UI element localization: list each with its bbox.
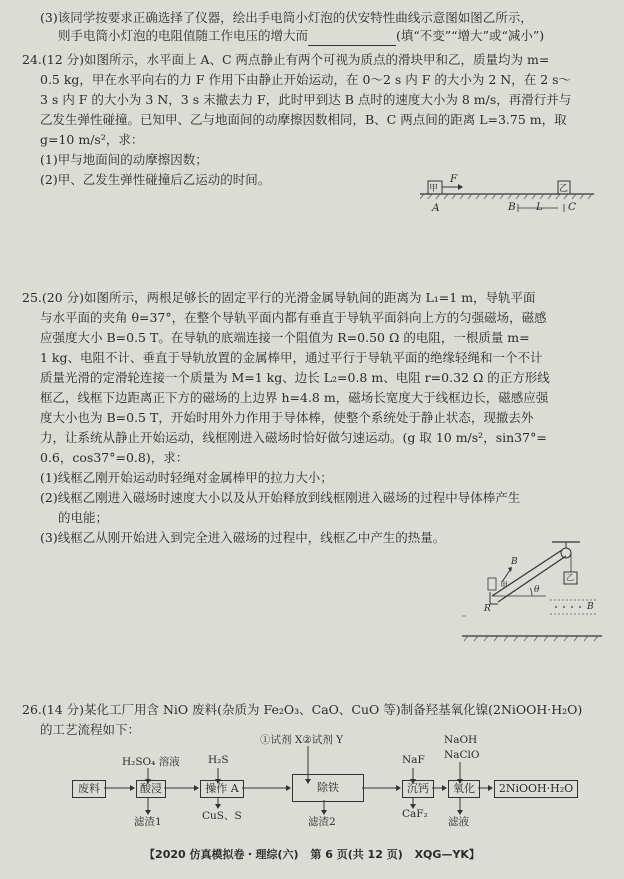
input-reagents-xy: ①试剂 X②试剂 Y bbox=[260, 734, 343, 746]
answer-blank bbox=[308, 31, 396, 46]
q23-line2-wrap bbox=[58, 26, 544, 46]
output-cus-s: CuS、S bbox=[202, 810, 242, 822]
q24-block2-label: 乙 bbox=[559, 184, 569, 194]
q25-field-label: B bbox=[511, 557, 518, 567]
q25-frame-label: 乙 bbox=[566, 573, 574, 582]
q24-line-1: 0.5 kg，甲在水平向右的力 F 作用下由静止开始运动，在 0～2 s 内 F 的大小为 2 N，在 2 s～ bbox=[40, 72, 572, 87]
input-naf: NaF bbox=[402, 754, 425, 766]
process-flowchart bbox=[68, 732, 588, 832]
q24-line-4: g=10 m/s²，求： bbox=[40, 132, 144, 147]
footer-page: 第 6 页(共 12 页) bbox=[310, 848, 403, 861]
output-caf2: CaF₂ bbox=[402, 808, 428, 820]
step-acid-leach: 酸浸 bbox=[136, 780, 166, 798]
q25-line-8: 0.6，cos37°=0.8)，求： bbox=[40, 450, 189, 465]
q25-line-7: 力，让系统从静止开始运动，线框刚进入磁场时恰好做匀速运动。(g 取 10 m/s²，sin37°= bbox=[40, 430, 547, 445]
q23-hint: (填“不变”“增大”或“减小”) bbox=[396, 28, 545, 43]
q26-line1: 26.(14 分)某化工厂用含 NiO 废料(杂质为 Fe₂O₃、CaO、CuO 等)制备羟基氧化镍(2NiOOH·H₂O) bbox=[22, 702, 583, 717]
q25-line-3: 1 kg、电阻不计、垂直于导轨放置的金属棒甲，通过平行于导轨平面的绝缘轻绳和一个不计 bbox=[40, 350, 543, 365]
input-naoh: NaOH bbox=[444, 734, 478, 746]
q24-dist-label: L bbox=[536, 201, 543, 213]
q24-line-0: 24.(12 分)如图所示，水平面上 A、C 两点静止有两个可视为质点的滑块甲和乙，质量均为 m= bbox=[22, 52, 550, 67]
step-operation-a: 操作 A bbox=[200, 780, 244, 798]
q25-angle-label: θ bbox=[534, 585, 540, 595]
q25-figure-svg bbox=[462, 540, 602, 648]
q25-rod-label: 甲 bbox=[500, 581, 508, 590]
q23-line2: 则手电筒小灯泡的电阻值随工作电压的增大而 bbox=[58, 28, 309, 43]
page-footer bbox=[0, 846, 624, 862]
input-naclo: NaClO bbox=[444, 749, 480, 761]
q25-line-0: 25.(20 分)如图所示，两根足够长的固定平行的光滑金属导轨间的距离为 L₁=1 m，导轨平面 bbox=[22, 290, 536, 305]
q24-figure-svg bbox=[418, 172, 596, 224]
q25-line-5: 框乙，线框下边距离正下方的磁场的上边界 h=4.8 m，磁场长宽度大于线框边长，磁感应强 bbox=[40, 390, 549, 405]
step-waste: 废料 bbox=[72, 780, 106, 798]
footer-code: XQG—YK】 bbox=[414, 848, 480, 861]
q25-line-10: (2)线框乙刚进入磁场时速度大小以及从开始释放到线框刚进入磁场的过程中导体棒产生 bbox=[40, 490, 521, 505]
output-filtrate: 滤液 bbox=[448, 816, 469, 828]
q25-line-11: 的电能； bbox=[58, 510, 109, 525]
footer-title: 【2020 仿真模拟卷・理综(六) bbox=[144, 848, 299, 861]
q24-line-6: (2)甲、乙发生弹性碰撞后乙运动的时间。 bbox=[40, 172, 271, 187]
q25-line-1: 与水平面的夹角 θ=37°，在整个导轨平面内都有垂直于导轨平面斜向上方的匀强磁场，磁感 bbox=[40, 310, 547, 325]
step-product: 2NiOOH·H₂O bbox=[494, 780, 578, 798]
q26-line2: 的工艺流程如下： bbox=[40, 722, 141, 737]
q24-figure bbox=[418, 172, 596, 224]
q24-line-2: 3 s 内 F 的大小为 3 N，3 s 末撤去力 F，此时甲到达 B 点时的速度大小为 8 m/s，再滑行并与 bbox=[40, 92, 572, 107]
output-residue2: 滤渣2 bbox=[308, 816, 336, 828]
q24-pointA-label: A bbox=[432, 202, 440, 214]
q24-pointB-label: B bbox=[508, 201, 516, 213]
input-h2s: H₂S bbox=[208, 754, 229, 766]
q24-block1-label: 甲 bbox=[429, 184, 439, 194]
q25-line-2: 应强度大小 B=0.5 T。在导轨的底端连接一个阻值为 R=0.50 Ω 的电阻，一根质量 m= bbox=[40, 330, 530, 345]
input-h2so4: H₂SO₄ 溶液 bbox=[122, 756, 180, 768]
q25-figure bbox=[462, 540, 602, 648]
step-iron-removal: 除铁 bbox=[292, 774, 364, 802]
q25-line-6: 度大小也为 B=0.5 T，开始时用外力作用于导体棒，使整个系统处于静止状态，现撤去外 bbox=[40, 410, 534, 425]
q23-line1: (3)该同学按要求正确选择了仪器，绘出手电筒小灯泡的伏安特性曲线示意图如图乙所示， bbox=[40, 10, 533, 25]
q24-line-5: (1)甲与地面间的动摩擦因数； bbox=[40, 152, 208, 167]
q25-line-9: (1)线框乙刚开始运动时轻绳对金属棒甲的拉力大小； bbox=[40, 470, 333, 485]
q25-line-12: (3)线框乙从刚开始进入到完全进入磁场的过程中，线框乙中产生的热量。 bbox=[40, 530, 446, 545]
step-calcium-precip: 沉钙 bbox=[402, 780, 434, 798]
output-residue1: 滤渣1 bbox=[134, 816, 162, 828]
step-oxidation: 氧化 bbox=[448, 780, 480, 798]
q25-line-4: 质量光滑的定滑轮连接一个质量为 M=1 kg、边长 L₂=0.8 m、电阻 r=0.32 Ω 的正方形线 bbox=[40, 370, 550, 385]
q24-pointC-label: C bbox=[568, 201, 577, 213]
q24-force-label: F bbox=[450, 173, 458, 185]
q24-line-3: 乙发生弹性碰撞。已知甲、乙与地面间的动摩擦因数相同，B、C 两点间的距离 L=3.75 m，取 bbox=[40, 112, 567, 127]
q25-field2-label: B bbox=[587, 602, 594, 612]
q25-resistor-label: R bbox=[484, 604, 491, 614]
